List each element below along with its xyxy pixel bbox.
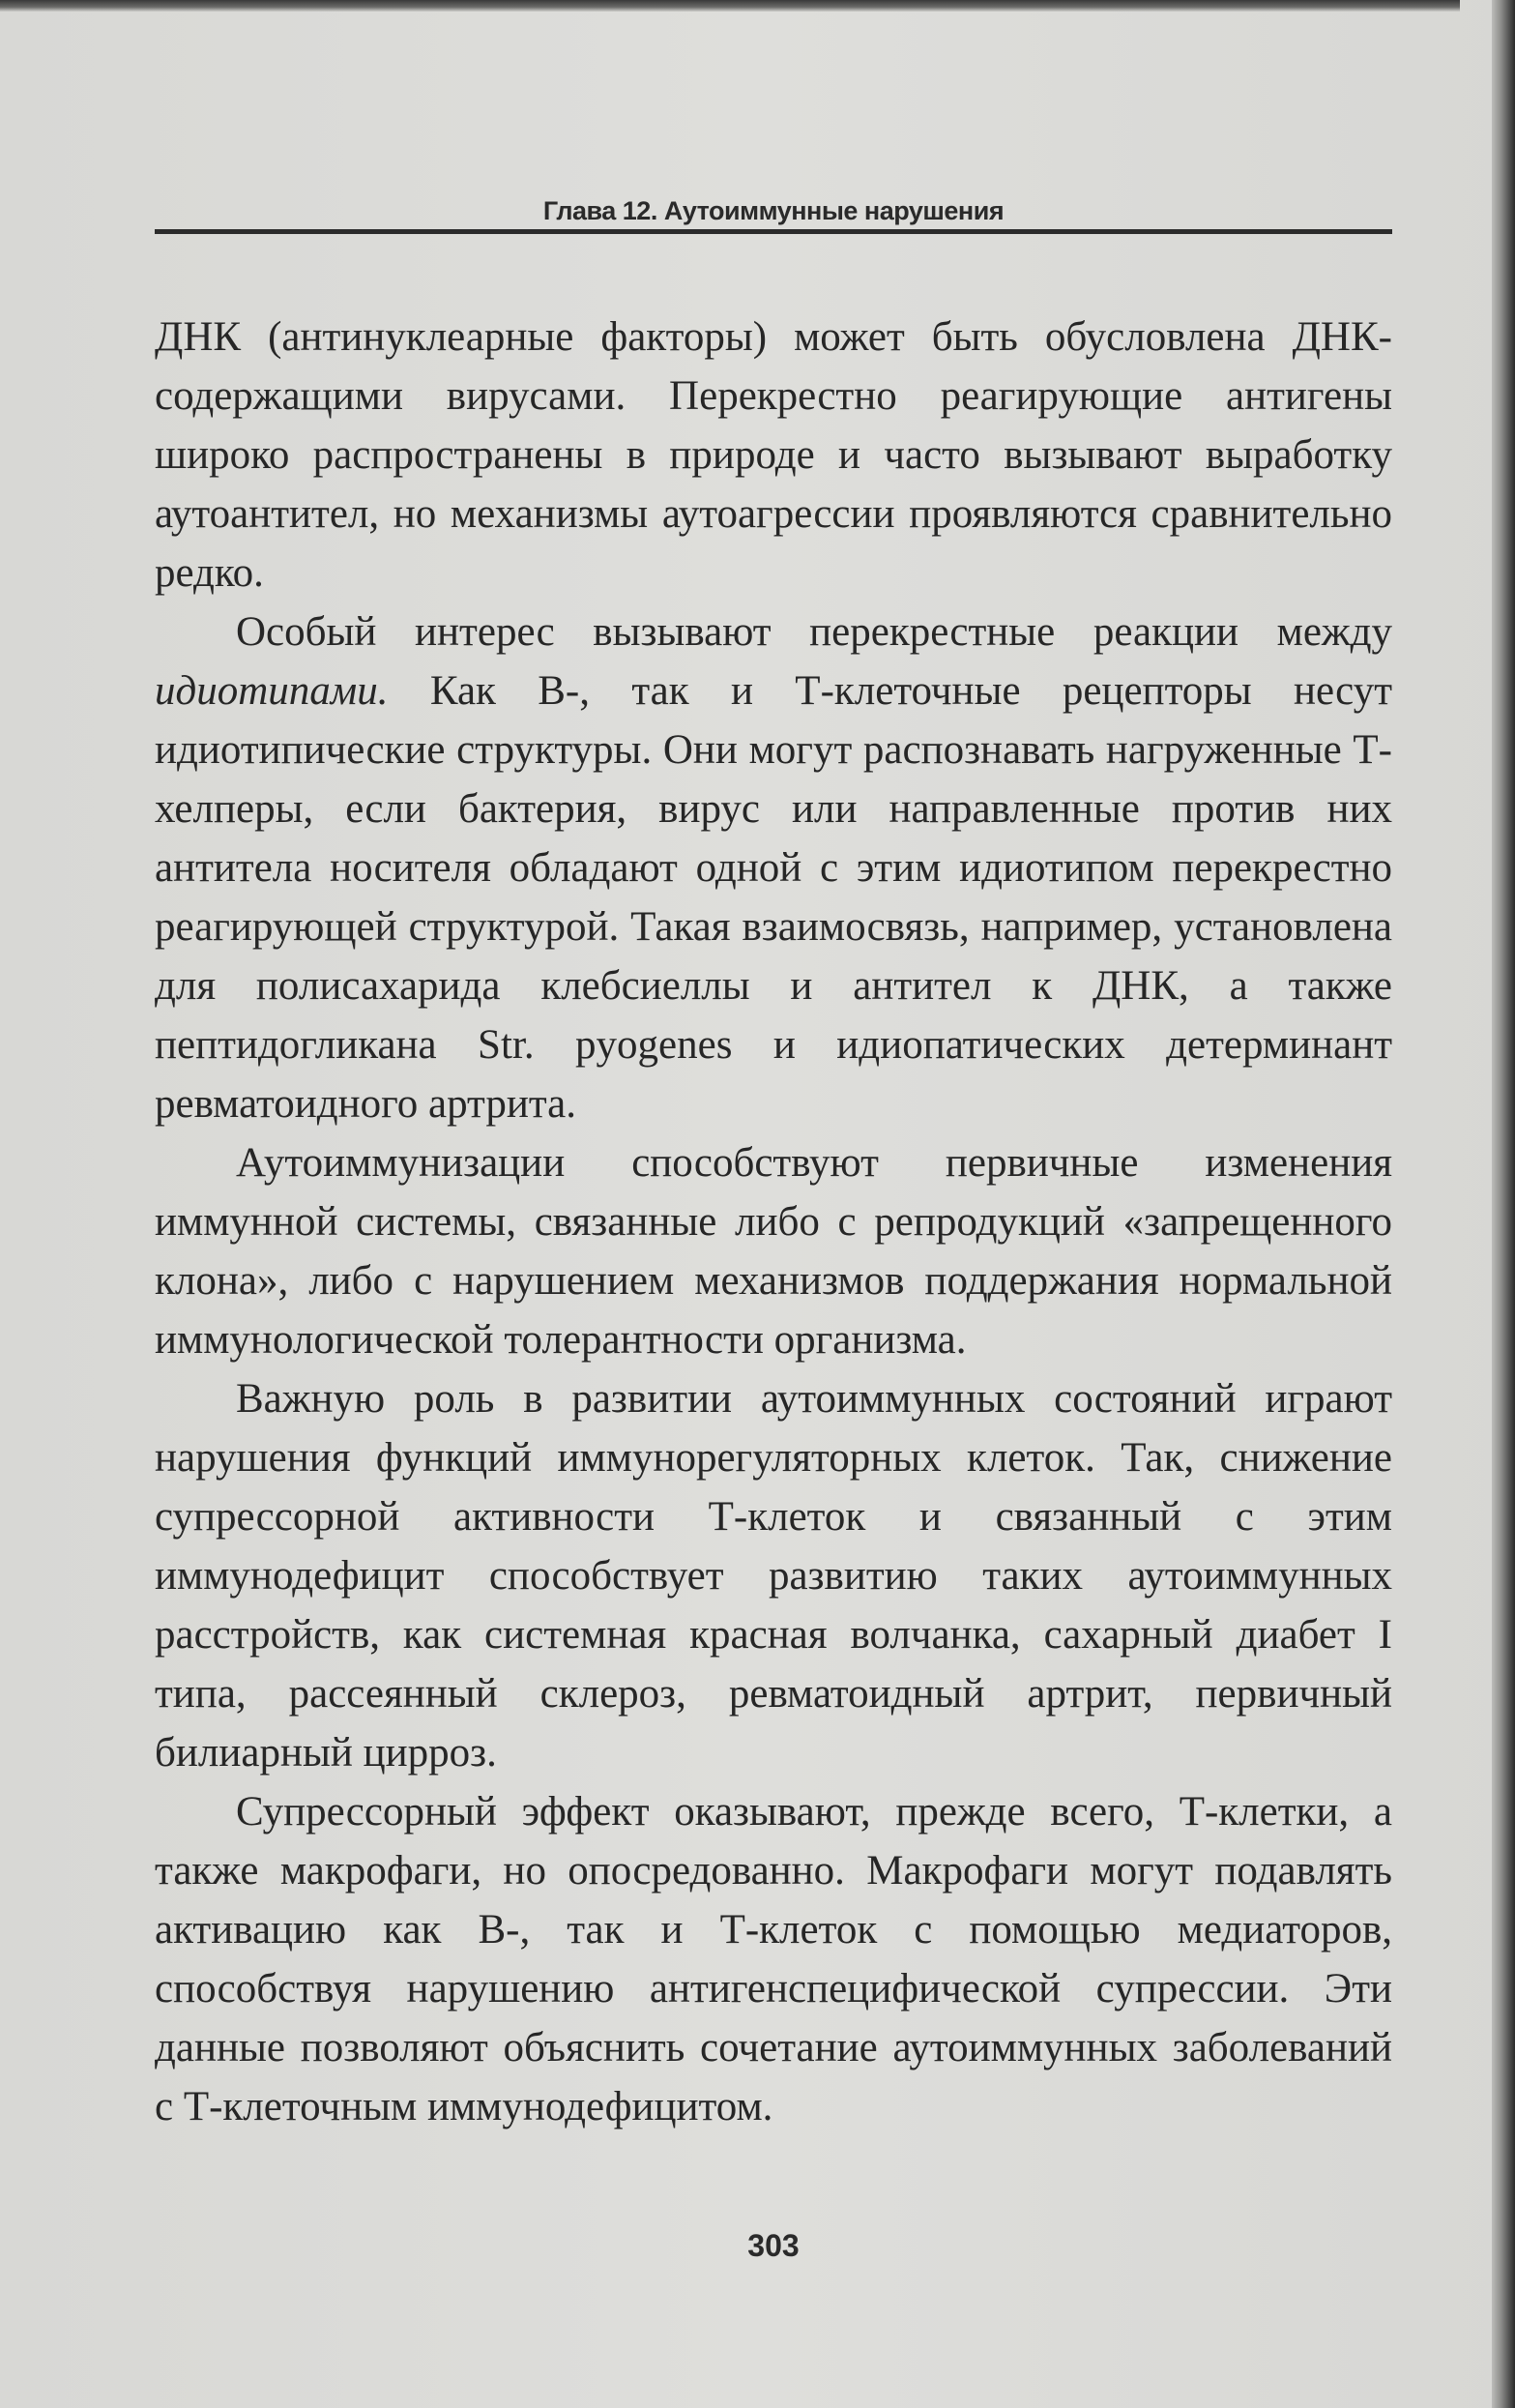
body-text	[155, 308, 1392, 2136]
paragraph-5: Супрессорный эффект оказывают, прежде всего, Т-клетки, а также макрофаги, но опосредованно. Макрофаги могут подавлять активацию как В-, так и Т-клеток с помощью медиаторов, способствуя нарушению антигенспецифической супрессии. Эти данные позволяют объяснить сочетание аутоиммунных заболеваний с Т-клеточным иммунодефицитом.	[155, 1789, 1392, 2129]
paragraph-2-text-end: Как В-, так и Т-клеточные рецепторы несут идиотипические структуры. Они могут распознавать нагруженные Т-хелперы, если бактерия, вирус или направленные против них антитела носителя обладают одной с этим идиотипом перекрестно реагирующей структурой. Такая взаимосвязь, например, установлена для полисахарида клебсиеллы и антител к ДНК, а также пептидогликана Str. pyogenes и идиопатических детерминант ревматоидного артрита.	[155, 668, 1392, 1127]
page-binding-shadow	[1492, 0, 1515, 2408]
paragraph-4: Важную роль в развитии аутоиммунных состояний играют нарушения функций иммунорегуляторных клеток. Так, снижение супрессорной активности Т-клеток и связанный с этим иммунодефицит способствует развитию таких аутоиммунных расстройств, как системная красная волчанка, сахарный диабет I типа, рассеянный склероз, ревматоидный артрит, первичный билиарный цирроз.	[155, 1376, 1392, 1776]
paragraph-2	[155, 602, 1392, 1133]
italic-term: идиотипами.	[155, 668, 389, 714]
paragraph-1: ДНК (антинуклеарные факторы) может быть обусловлена ДНК-содержащими вирусами. Перекрестно реагирующие антигены широко распространены в природе и часто вызывают выработку аутоантител, но механизмы аутоагрессии проявляются сравнительно редко.	[155, 314, 1392, 596]
page-number: 303	[747, 2228, 800, 2263]
previous-page-edge	[0, 0, 1460, 12]
paragraph-3: Аутоиммунизации способствуют первичные изменения иммунной системы, связанные либо с репродукций «запрещенного клона», либо с нарушением механизмов поддержания нормальной иммунологической толерантности организма.	[155, 1140, 1392, 1363]
paragraph-2-text-start: Особый интерес вызывают перекрестные реакции между	[236, 609, 1392, 655]
running-head: Глава 12. Аутоиммунные нарушения	[542, 196, 1005, 225]
header-rule	[155, 229, 1392, 234]
